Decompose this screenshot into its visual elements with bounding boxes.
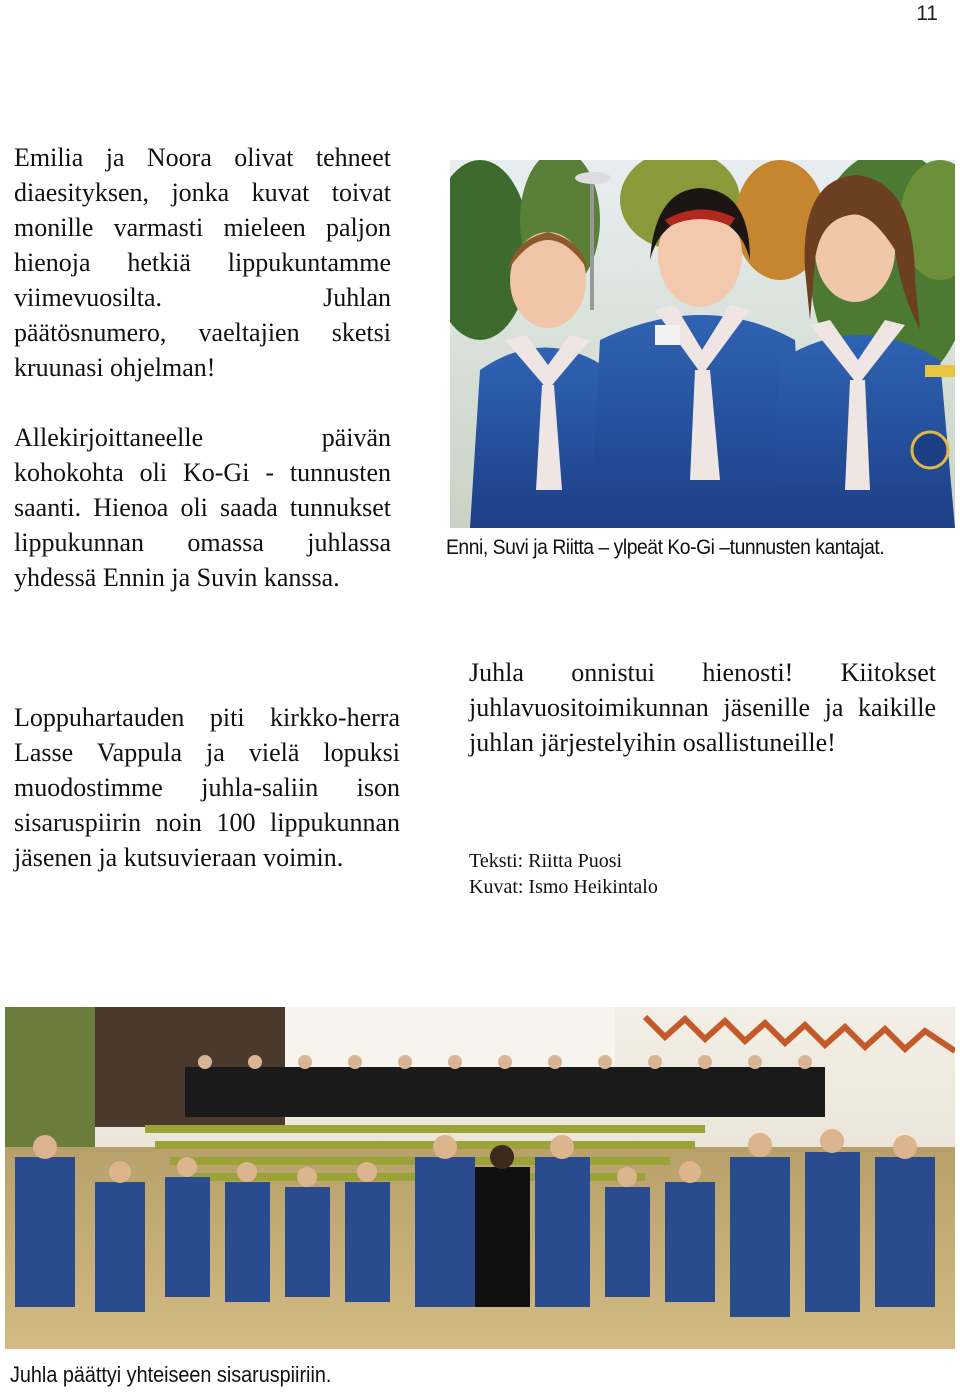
bottom-photo-caption: Juhla päättyi yhteiseen sisaruspiiriin.	[10, 1362, 332, 1387]
page-number: 11	[916, 2, 938, 25]
left-column	[14, 140, 391, 630]
text-credit: Teksti: Riitta Puosi	[469, 850, 623, 872]
sister-circle-hall-photo	[5, 1007, 955, 1349]
photo-credit: Kuvat: Ismo Heikintalo	[469, 876, 658, 898]
paragraph-kogi-badge: Allekirjoittaneelle päivän kohokohta oli Ko-Gi - tunnusten saanti. Hienoa oli saada tunnukset lippukunnan omassa juhlassa yhdessä Ennin ja Suvin kanssa.	[14, 423, 391, 592]
right-column-thanks: Juhla onnistui hienosti! Kiitokset juhlavuositoimikunnan jäsenille ja kaikille juhlan järjestelyihin osallistuneille!	[469, 658, 936, 757]
left-column-lower	[14, 700, 400, 910]
paragraph-slideshow: Emilia ja Noora olivat tehneet diaesityksen, jonka kuvat toivat monille varmasti mieleen paljon hienoja hetkiä lippukuntamme viimevuosilta. Juhlan päätösnumero, vaeltajien sketsi kruunasi ohjelman!	[14, 143, 391, 382]
paragraph-closing-prayer: Loppuhartauden piti kirkko-herra Lasse Vappula ja vielä lopuksi muodostimme juhla-saliin ison sisaruspiirin noin 100 lippukunnan jäsenen ja kutsuvieraan voimin.	[14, 703, 400, 872]
credits	[469, 848, 658, 900]
top-photo-caption: Enni, Suvi ja Riitta – ylpeät Ko-Gi –tunnusten kantajat.	[446, 536, 885, 559]
scouts-portrait-photo	[450, 160, 955, 528]
